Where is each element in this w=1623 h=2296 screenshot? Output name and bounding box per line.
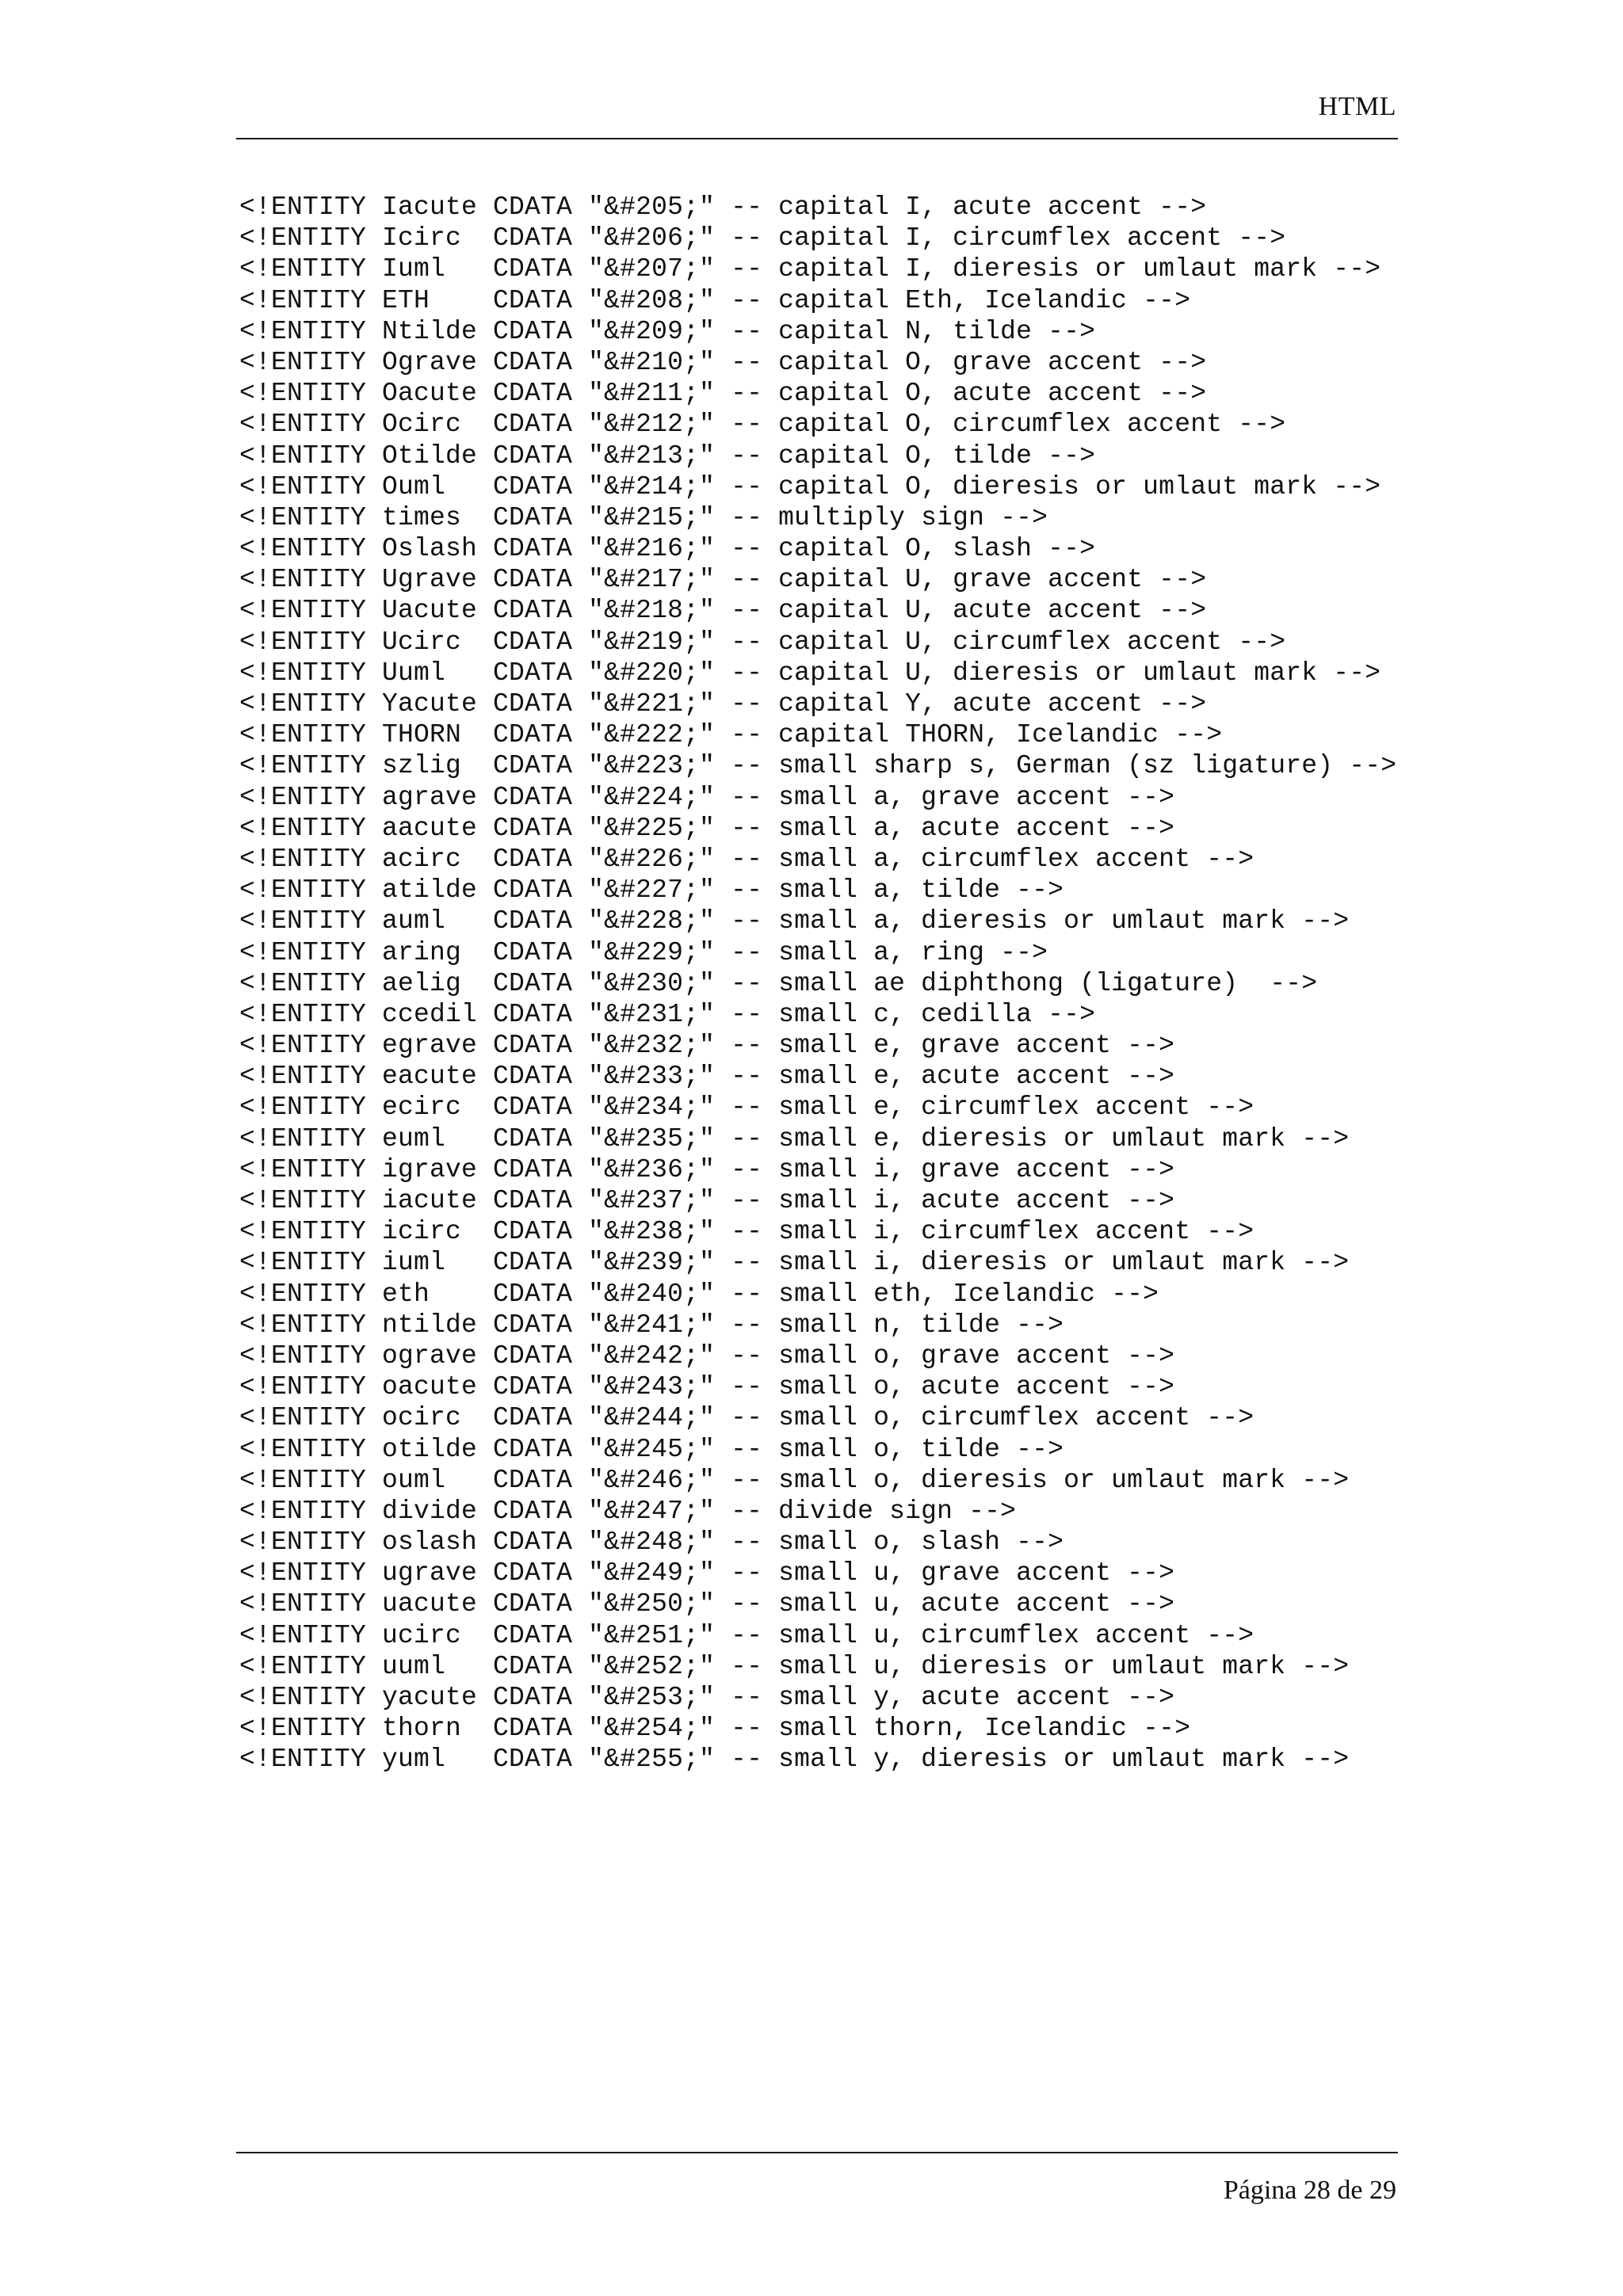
- code-line: <!ENTITY Uuml CDATA "&#220;" -- capital U, dieresis or umlaut mark -->: [239, 658, 1381, 688]
- code-line: <!ENTITY Oacute CDATA "&#211;" -- capital O, acute accent -->: [239, 379, 1207, 409]
- entity-code-listing: [239, 192, 1396, 1775]
- code-line: <!ENTITY Oslash CDATA "&#216;" -- capital O, slash -->: [239, 534, 1096, 564]
- code-line: <!ENTITY atilde CDATA "&#227;" -- small a, tilde -->: [239, 875, 1064, 906]
- code-line: <!ENTITY Iacute CDATA "&#205;" -- capital I, acute accent -->: [239, 193, 1207, 222]
- code-line: <!ENTITY iacute CDATA "&#237;" -- small i, acute accent -->: [239, 1186, 1175, 1215]
- page-header-title: HTML: [1318, 92, 1396, 121]
- code-line: <!ENTITY ETH CDATA "&#208;" -- capital Eth, Icelandic -->: [239, 285, 1191, 315]
- code-line: <!ENTITY ntilde CDATA "&#241;" -- small n, tilde -->: [239, 1310, 1064, 1340]
- code-line: <!ENTITY ucirc CDATA "&#251;" -- small u, circumflex accent -->: [239, 1620, 1254, 1650]
- code-line: <!ENTITY aelig CDATA "&#230;" -- small ae diphthong (ligature) -->: [239, 968, 1318, 998]
- code-line: <!ENTITY yuml CDATA "&#255;" -- small y, dieresis or umlaut mark -->: [239, 1745, 1350, 1775]
- code-line: <!ENTITY ugrave CDATA "&#249;" -- small u, grave accent -->: [239, 1558, 1175, 1589]
- code-line: <!ENTITY eth CDATA "&#240;" -- small eth, Icelandic -->: [239, 1279, 1159, 1309]
- code-line: <!ENTITY Iuml CDATA "&#207;" -- capital I, dieresis or umlaut mark -->: [239, 254, 1381, 284]
- code-line: <!ENTITY Ouml CDATA "&#214;" -- capital O, dieresis or umlaut mark -->: [239, 471, 1381, 502]
- code-line: <!ENTITY Ugrave CDATA "&#217;" -- capital U, grave accent -->: [239, 565, 1207, 595]
- code-line: <!ENTITY agrave CDATA "&#224;" -- small a, grave accent -->: [239, 782, 1175, 812]
- code-line: <!ENTITY iuml CDATA "&#239;" -- small i, dieresis or umlaut mark -->: [239, 1248, 1350, 1278]
- code-line: <!ENTITY euml CDATA "&#235;" -- small e, dieresis or umlaut mark -->: [239, 1123, 1350, 1154]
- code-line: <!ENTITY szlig CDATA "&#223;" -- small sharp s, German (sz ligature) -->: [239, 751, 1397, 781]
- code-line: <!ENTITY igrave CDATA "&#236;" -- small i, grave accent -->: [239, 1154, 1175, 1184]
- code-line: <!ENTITY ecirc CDATA "&#234;" -- small e, circumflex accent -->: [239, 1093, 1254, 1123]
- code-line: <!ENTITY aring CDATA "&#229;" -- small a, ring -->: [239, 937, 1048, 967]
- code-line: <!ENTITY icirc CDATA "&#238;" -- small i, circumflex accent -->: [239, 1217, 1254, 1247]
- code-line: <!ENTITY ocirc CDATA "&#244;" -- small o, circumflex accent -->: [239, 1403, 1254, 1433]
- code-line: <!ENTITY egrave CDATA "&#232;" -- small e, grave accent -->: [239, 1031, 1175, 1061]
- code-line: <!ENTITY aacute CDATA "&#225;" -- small a, acute accent -->: [239, 813, 1175, 843]
- code-line: <!ENTITY oslash CDATA "&#248;" -- small o, slash -->: [239, 1527, 1064, 1558]
- code-line: <!ENTITY uuml CDATA "&#252;" -- small u, dieresis or umlaut mark -->: [239, 1651, 1350, 1681]
- header-rule: [236, 138, 1398, 139]
- code-line: <!ENTITY Uacute CDATA "&#218;" -- capital U, acute accent -->: [239, 596, 1207, 626]
- code-line: <!ENTITY ccedil CDATA "&#231;" -- small c, cedilla -->: [239, 999, 1096, 1029]
- code-line: <!ENTITY ograve CDATA "&#242;" -- small o, grave accent -->: [239, 1341, 1175, 1371]
- code-line: <!ENTITY times CDATA "&#215;" -- multiply sign -->: [239, 502, 1048, 532]
- code-line: <!ENTITY oacute CDATA "&#243;" -- small o, acute accent -->: [239, 1372, 1175, 1402]
- page-number: Página 28 de 29: [1223, 2176, 1396, 2205]
- code-line: <!ENTITY otilde CDATA "&#245;" -- small o, tilde -->: [239, 1434, 1064, 1464]
- footer-rule: [236, 2152, 1398, 2153]
- code-line: <!ENTITY divide CDATA "&#247;" -- divide sign -->: [239, 1496, 1017, 1526]
- code-line: <!ENTITY thorn CDATA "&#254;" -- small thorn, Icelandic -->: [239, 1714, 1191, 1744]
- code-line: <!ENTITY acirc CDATA "&#226;" -- small a, circumflex accent -->: [239, 844, 1254, 874]
- code-line: <!ENTITY THORN CDATA "&#222;" -- capital THORN, Icelandic -->: [239, 720, 1223, 750]
- code-line: <!ENTITY Icirc CDATA "&#206;" -- capital I, circumflex accent -->: [239, 223, 1286, 254]
- code-line: <!ENTITY Ograve CDATA "&#210;" -- capital O, grave accent -->: [239, 347, 1207, 377]
- code-line: <!ENTITY Ucirc CDATA "&#219;" -- capital U, circumflex accent -->: [239, 627, 1286, 657]
- code-line: <!ENTITY eacute CDATA "&#233;" -- small e, acute accent -->: [239, 1062, 1175, 1092]
- code-line: <!ENTITY Ocirc CDATA "&#212;" -- capital O, circumflex accent -->: [239, 410, 1286, 440]
- code-line: <!ENTITY ouml CDATA "&#246;" -- small o, dieresis or umlaut mark -->: [239, 1465, 1350, 1495]
- code-line: <!ENTITY uacute CDATA "&#250;" -- small u, acute accent -->: [239, 1589, 1175, 1619]
- code-line: <!ENTITY Ntilde CDATA "&#209;" -- capital N, tilde -->: [239, 316, 1096, 346]
- code-line: <!ENTITY yacute CDATA "&#253;" -- small y, acute accent -->: [239, 1683, 1175, 1712]
- code-line: <!ENTITY Yacute CDATA "&#221;" -- capital Y, acute accent -->: [239, 689, 1207, 719]
- code-line: <!ENTITY Otilde CDATA "&#213;" -- capital O, tilde -->: [239, 441, 1096, 471]
- code-line: <!ENTITY auml CDATA "&#228;" -- small a, dieresis or umlaut mark -->: [239, 906, 1350, 936]
